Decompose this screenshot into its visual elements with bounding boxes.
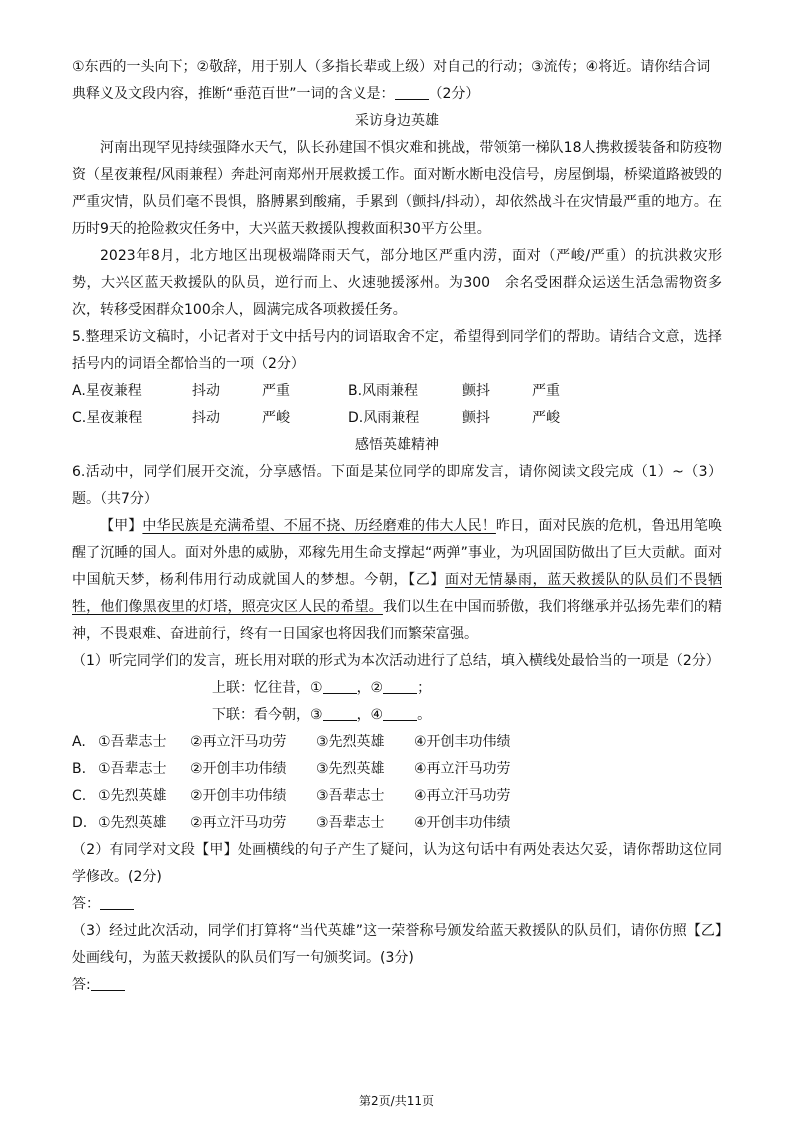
option-part-2: ②开创丰功伟绩 bbox=[190, 761, 287, 777]
couplet-upper-c: ； bbox=[417, 680, 432, 696]
question-6-stem: 6.活动中，同学们展开交流，分享感悟。下面是某位同学的即席发言，请你阅读文段完成（1）~（3）题。（共7分） bbox=[72, 464, 722, 507]
sub-question-2-answer bbox=[72, 891, 722, 918]
underlined-sentence-jia: 中华民族是充满希望、不屈不挠、历经磨难的伟大人民！ bbox=[142, 518, 496, 534]
option-key: D. bbox=[72, 815, 88, 831]
option-part-3: ③先烈英雄 bbox=[316, 734, 385, 750]
label-jia: 【甲】 bbox=[100, 518, 143, 534]
option-a-word3: 严重 bbox=[262, 383, 290, 399]
passage-end: 我们以生在中国而骄傲，我们将继承并弘扬先辈们的精神，不畏艰难、奋进前行，终有一日国家也将因我们而繁荣富强。 bbox=[72, 599, 723, 642]
intro-line-2 bbox=[72, 81, 722, 108]
interview-paragraph-2: 2023年8月，北方地区出现极端降雨天气，部分地区严重内涝，面对（严峻/严重）的抗洪救灾形势，大兴区蓝天救援队的队员，逆行而上、火速驰援涿州。为300 余名受困群众运送生活急需物资多次，转移受困群众100余人，圆满完成各项救援任务。 bbox=[72, 248, 722, 318]
couplet-blank-1[interactable] bbox=[323, 677, 357, 694]
answer-blank[interactable] bbox=[100, 893, 134, 910]
underlined-sentence-yi: 面对无情暴雨，蓝天救援队的队员们不畏牺牲，他们像黑夜里的灯塔，照亮灾区人民的希望。 bbox=[72, 572, 723, 615]
option-key: B. bbox=[72, 761, 87, 777]
option-key: C. bbox=[72, 788, 87, 804]
question-5-options-row-1 bbox=[72, 378, 722, 405]
couplet-lower-c: 。 bbox=[417, 707, 432, 723]
option-key: A. bbox=[72, 734, 86, 750]
question-5-options-row-2 bbox=[72, 405, 722, 432]
intro-question-text: 典释义及文段内容，推断“垂范百世”一词的含义是： bbox=[72, 86, 395, 102]
option-part-2: ②再立汗马功劳 bbox=[190, 734, 287, 750]
sub-question-1-option-d[interactable] bbox=[72, 810, 722, 837]
couplet-lower bbox=[212, 702, 722, 729]
option-part-4: ④再立汗马功劳 bbox=[414, 788, 511, 804]
interview-paragraph-1: 河南出现罕见持续强降水天气，队长孙建国不惧灾难和挑战，带领第一梯队18人携救援装备和防疫物资（星夜兼程/风雨兼程）奔赴河南郑州开展救援工作。面对断水断电没信号，房屋倒塌，桥梁道路被毁的严重灾情，队员们毫不畏惧，胳膊累到酸痛，手累到（颤抖/抖动），却依然战斗在灾情最严重的地方。在历时9天的抢险救灾任务中，大兴蓝天救援队搜救面积30平方公里。 bbox=[72, 140, 722, 237]
couplet-lower-b: ，④ bbox=[356, 707, 384, 723]
exam-page bbox=[72, 54, 722, 999]
couplet-upper bbox=[212, 675, 722, 702]
couplet-upper-b: ，② bbox=[356, 680, 384, 696]
passage-middle: 昨日，面对民族的危机，鲁迅用笔唤醒了沉睡的国人。面对外患的威胁，邓稼先用生命支撑起“两弹”事业，为巩固国防做出了巨大贡献。面对中国航天梦，杨利伟用行动成就国人的梦想。今朝， bbox=[72, 518, 723, 588]
option-b-word2: 颤抖 bbox=[462, 383, 490, 399]
option-a-word1[interactable]: A.星夜兼程 bbox=[72, 383, 142, 399]
option-part-1: ①先烈英雄 bbox=[98, 788, 167, 804]
couplet-blank-3[interactable] bbox=[323, 704, 357, 721]
couplet-blank-4[interactable] bbox=[383, 704, 417, 721]
question-5-stem: 5.整理采访文稿时，小记者对于文中括号内的词语取舍不定，希望得到同学们的帮助。请结合文意，选择括号内的词语全都恰当的一项（2分） bbox=[72, 329, 722, 372]
option-c-word2: 抖动 bbox=[192, 410, 220, 426]
answer-blank[interactable] bbox=[91, 974, 125, 991]
answer-label: 答： bbox=[72, 896, 100, 912]
sub-question-1-option-a[interactable] bbox=[72, 729, 722, 756]
option-part-4: ④开创丰功伟绩 bbox=[414, 734, 511, 750]
sub-question-3-answer bbox=[72, 972, 722, 999]
option-part-4: ④开创丰功伟绩 bbox=[414, 815, 511, 831]
option-c-word3: 严峻 bbox=[262, 410, 290, 426]
option-d-word1[interactable]: D.风雨兼程 bbox=[348, 410, 420, 426]
option-part-3: ③吾辈志士 bbox=[316, 815, 385, 831]
option-d-word3: 严峻 bbox=[532, 410, 560, 426]
couplet-upper-a: 上联：忆往昔，① bbox=[212, 680, 323, 696]
option-a-word2: 抖动 bbox=[192, 383, 220, 399]
option-part-1: ①先烈英雄 bbox=[98, 815, 167, 831]
option-d-word2: 颤抖 bbox=[462, 410, 490, 426]
option-part-2: ②再立汗马功劳 bbox=[190, 815, 287, 831]
question-6-passage bbox=[72, 513, 722, 648]
option-b-word3: 严重 bbox=[532, 383, 560, 399]
couplet-lower-a: 下联：看今朝，③ bbox=[212, 707, 323, 723]
option-part-3: ③吾辈志士 bbox=[316, 788, 385, 804]
option-b-word1[interactable]: B.风雨兼程 bbox=[348, 383, 419, 399]
intro-line-1 bbox=[72, 54, 722, 81]
answer-label: 答: bbox=[72, 977, 91, 993]
option-c-word1[interactable]: C.星夜兼程 bbox=[72, 410, 143, 426]
option-part-3: ③先烈英雄 bbox=[316, 761, 385, 777]
label-yi: 【乙】 bbox=[408, 572, 445, 588]
sub-question-1-stem: （1）听完同学们的发言，班长用对联的形式为本次活动进行了总结，填入横线处最恰当的一项是（2分） bbox=[72, 653, 720, 669]
sub-question-1-option-b[interactable] bbox=[72, 756, 722, 783]
sub-question-2-stem: （2）有同学对文段【甲】处画横线的句子产生了疑问，认为这句话中有两处表达欠妥，请你帮助这位同学修改。(2分) bbox=[72, 842, 722, 885]
option-part-4: ④再立汗马功劳 bbox=[414, 761, 511, 777]
option-part-1: ①吾辈志士 bbox=[98, 761, 167, 777]
option-part-2: ②开创丰功伟绩 bbox=[190, 788, 287, 804]
page-number: 第2页/共11页 bbox=[359, 1094, 434, 1108]
sub-question-3-stem: （3）经过此次活动，同学们打算将“当代英雄”这一荣誉称号颁发给蓝天救援队的队员们，请你仿照【乙】处画线句，为蓝天救援队的队员们写一句颁奖词。(3分) bbox=[72, 923, 722, 966]
section-title-interview: 采访身边英雄 bbox=[355, 113, 439, 129]
intro-score: （2分） bbox=[428, 86, 480, 102]
answer-blank[interactable] bbox=[395, 83, 429, 100]
intro-text: ①东西的一头向下；②敬辞，用于别人（多指长辈或上级）对自己的行动；③流传；④将近。请你结合词 bbox=[72, 59, 711, 75]
option-part-1: ①吾辈志士 bbox=[98, 734, 167, 750]
couplet-blank-2[interactable] bbox=[383, 677, 417, 694]
sub-question-1-option-c[interactable] bbox=[72, 783, 722, 810]
section-title-spirit: 感悟英雄精神 bbox=[355, 437, 439, 453]
